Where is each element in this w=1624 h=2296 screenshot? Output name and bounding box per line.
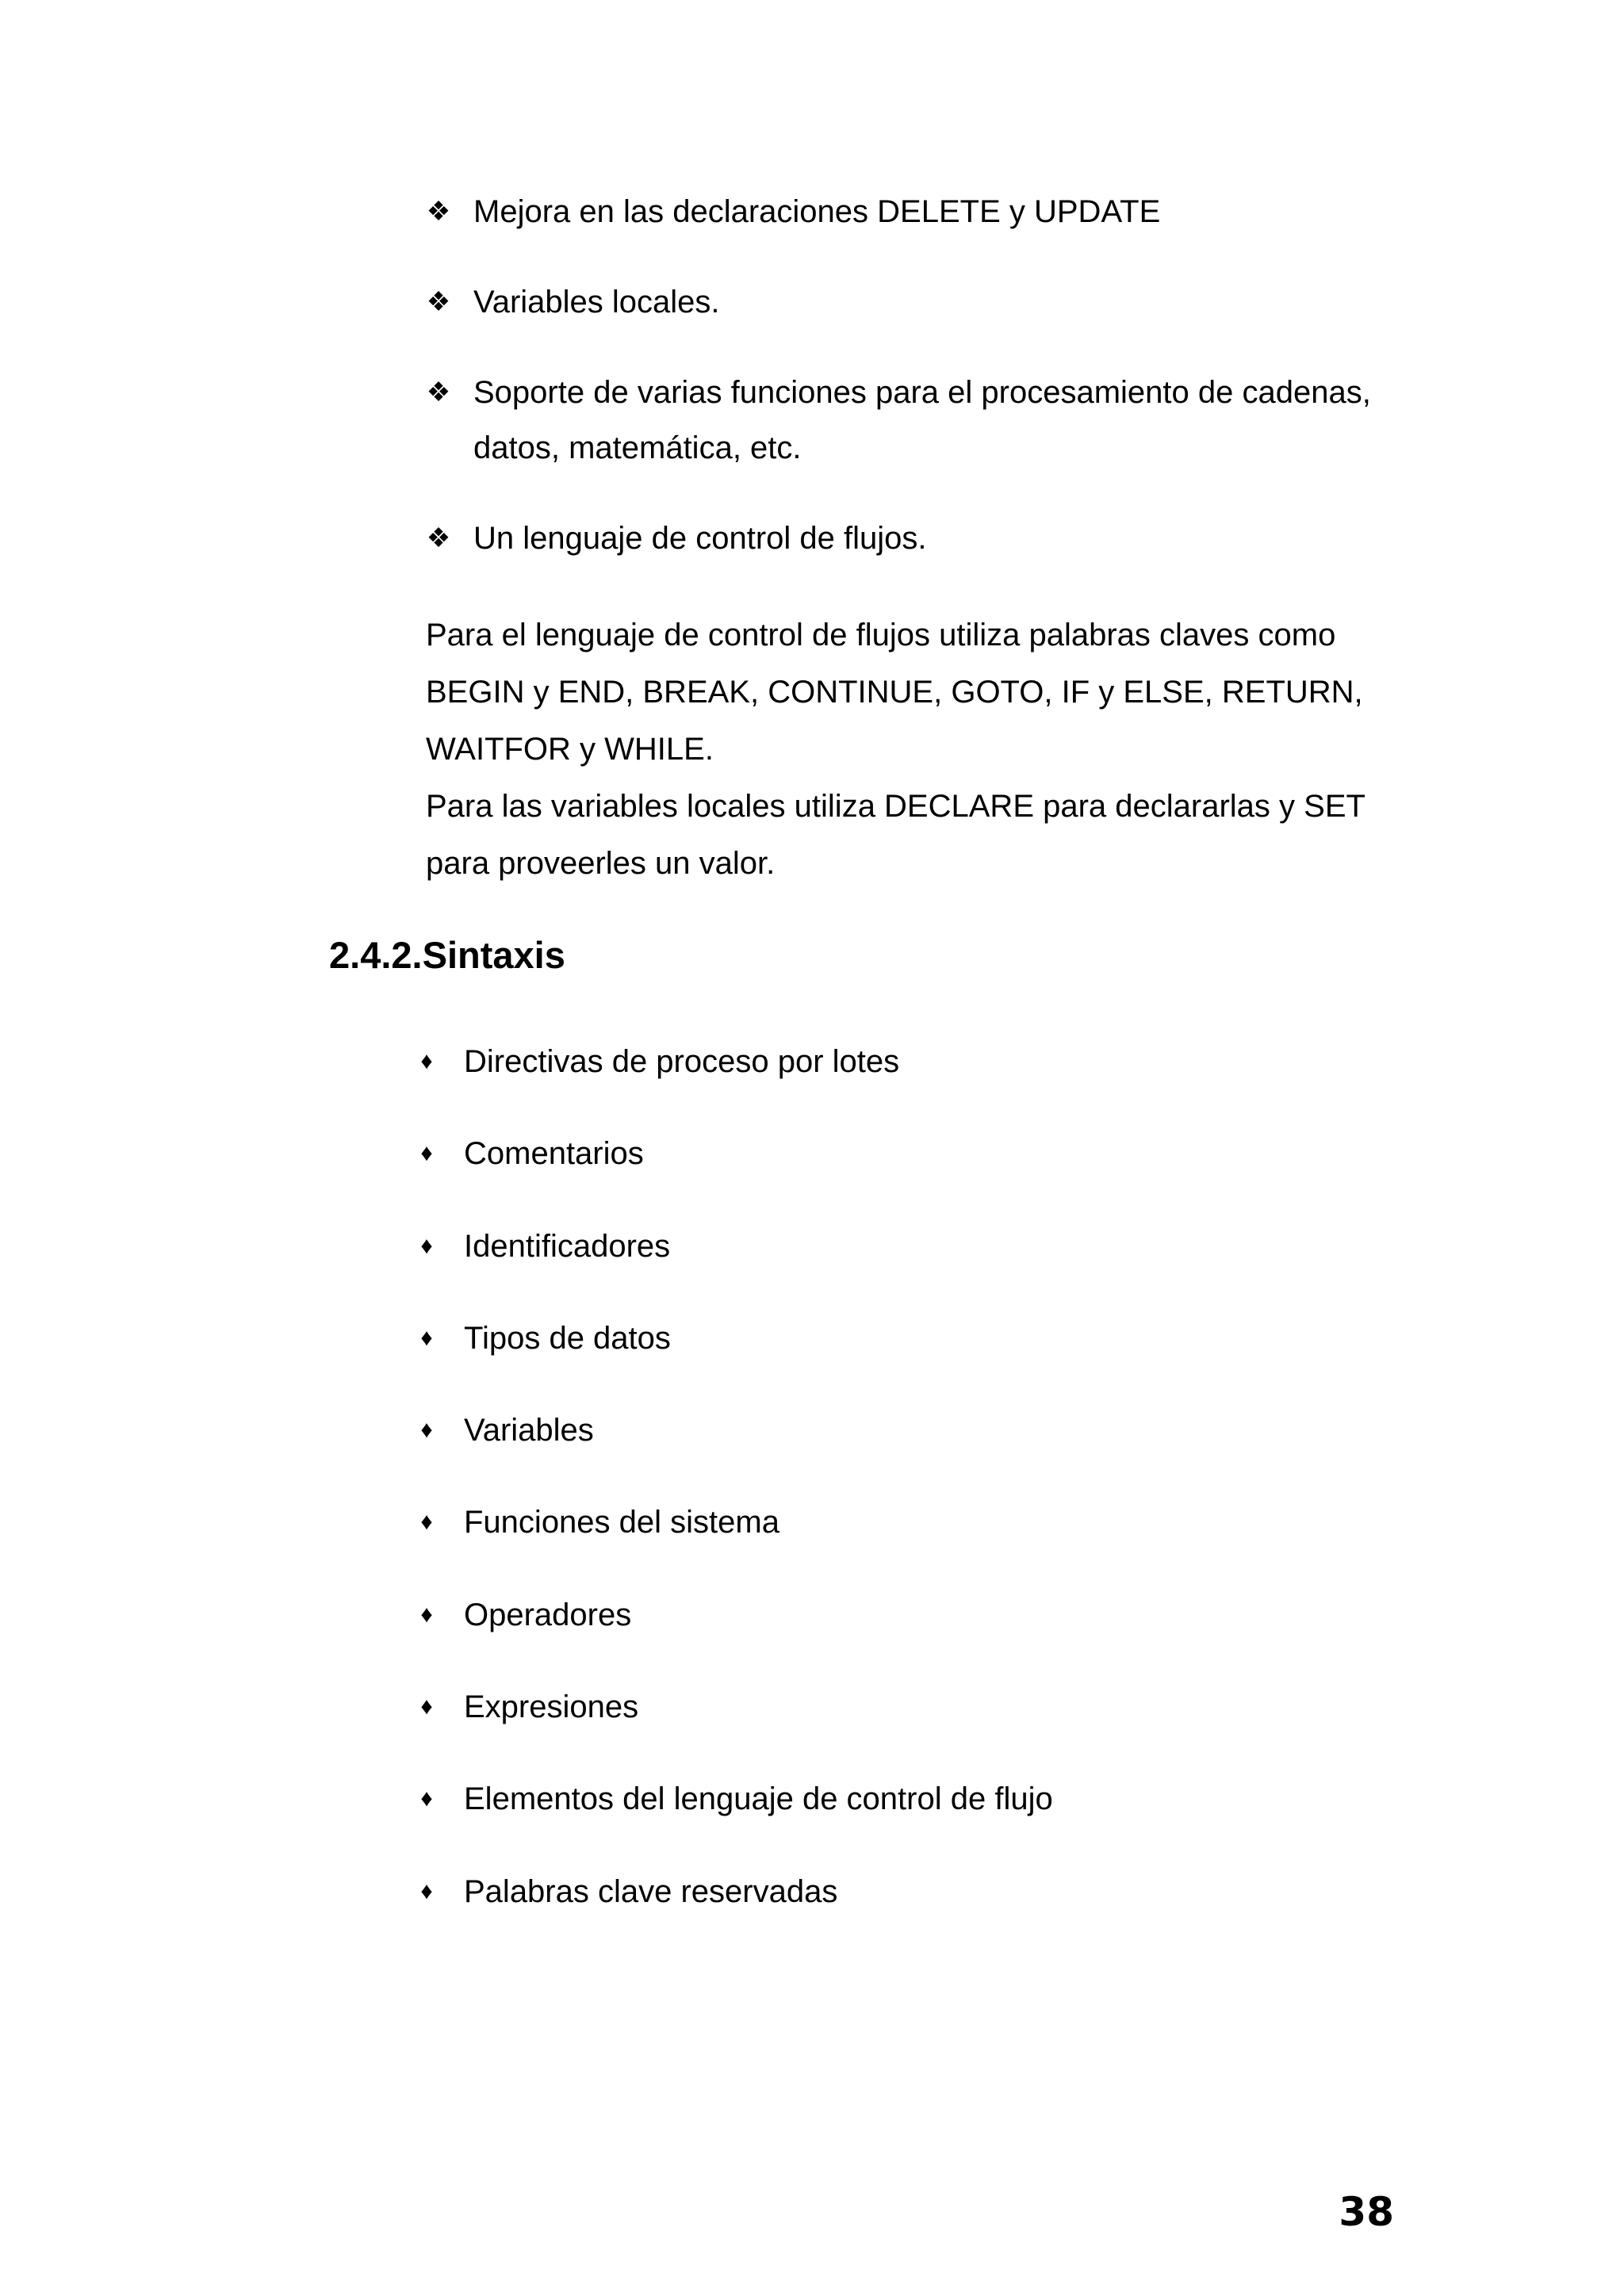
diamond-bullet-icon: ❖: [426, 523, 451, 553]
list-item: [416, 1494, 1408, 1550]
diamond-bullet-icon: ♦: [420, 1785, 433, 1812]
list-item-text: Directivas de proceso por lotes: [464, 1044, 900, 1079]
list-item-text: Variables: [464, 1413, 594, 1448]
list-item: [416, 1864, 1408, 1919]
list-item: [423, 365, 1414, 476]
paragraph-text: Para el lenguaje de control de flujos utiliza palabras claves como BEGIN y END, BREAK, CONTINUE, GOTO, IF y ELSE, RETURN, WAITFOR y WHILE.: [426, 618, 1363, 767]
list-item: [416, 1771, 1408, 1827]
list-item: [416, 1034, 1408, 1089]
list-item: [423, 184, 1414, 239]
diamond-bullet-icon: ❖: [426, 197, 451, 227]
list-item-text: Tipos de datos: [464, 1320, 671, 1356]
list-item-text: Soporte de varias funciones para el procesamiento de cadenas, datos, matemática, etc.: [473, 375, 1371, 465]
list-item-text: Expresiones: [464, 1689, 639, 1725]
feature-list: [423, 184, 1414, 601]
diamond-bullet-icon: ♦: [420, 1693, 433, 1720]
diamond-bullet-icon: ♦: [420, 1877, 433, 1904]
list-item-text: Comentarios: [464, 1136, 644, 1172]
paragraph-text: Para las variables locales utiliza DECLARE para declararlas y SET para proveerles un valor.: [426, 789, 1365, 881]
list-item-text: Operadores: [464, 1597, 632, 1632]
list-item-text: Funciones del sistema: [464, 1505, 779, 1540]
body-paragraph: [426, 607, 1425, 892]
list-item-text: Variables locales.: [473, 285, 720, 320]
list-item: [416, 1402, 1408, 1458]
list-item-text: Elementos del lenguaje de control de flujo: [464, 1781, 1053, 1817]
diamond-bullet-icon: ♦: [420, 1509, 433, 1536]
list-item-text: Mejora en las declaraciones DELETE y UPDATE: [473, 194, 1161, 229]
list-item-text: Un lenguaje de control de flujos.: [473, 521, 927, 556]
syntax-list: [416, 1034, 1408, 1956]
list-item: [423, 511, 1414, 566]
diamond-bullet-icon: ♦: [420, 1048, 433, 1074]
section-heading: 2.4.2.Sintaxis: [329, 934, 565, 976]
diamond-bullet-icon: ♦: [420, 1324, 433, 1351]
diamond-bullet-icon: ♦: [420, 1140, 433, 1167]
diamond-bullet-icon: ♦: [420, 1601, 433, 1628]
diamond-bullet-icon: ❖: [426, 377, 451, 408]
list-item: [416, 1311, 1408, 1366]
list-item: [416, 1587, 1408, 1643]
list-item-text: Identificadores: [464, 1228, 671, 1264]
page-number: 38: [1339, 2189, 1394, 2235]
list-item: [423, 274, 1414, 330]
list-item: [416, 1679, 1408, 1735]
list-item: [416, 1126, 1408, 1181]
list-item-text: Palabras clave reservadas: [464, 1873, 838, 1909]
diamond-bullet-icon: ♦: [420, 1417, 433, 1444]
diamond-bullet-icon: ❖: [426, 287, 451, 317]
diamond-bullet-icon: ♦: [420, 1232, 433, 1259]
list-item: [416, 1219, 1408, 1274]
